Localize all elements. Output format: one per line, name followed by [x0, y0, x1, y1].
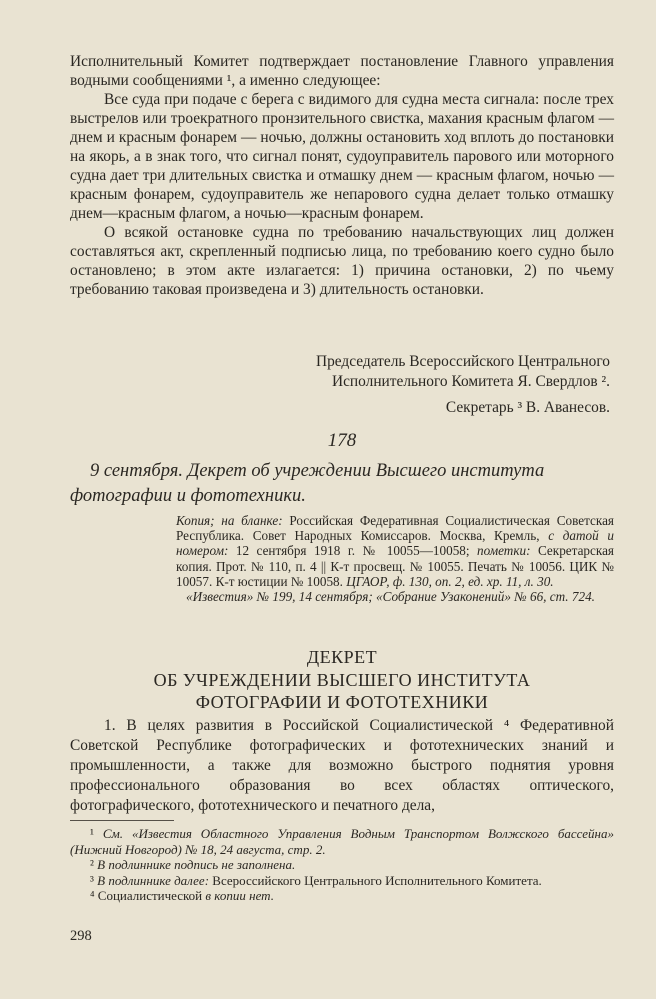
paragraph-act: О всякой остановке судна по требованию начальствующих лиц должен составляться акт, скрепленный подписью лица, по требованию коего судно было остановлено; в этом акте излагается: 1) причина остановки, 2) по чьему требованию таковая произведена и 3) длительность остановки. [70, 224, 614, 298]
top-text-block [70, 52, 614, 299]
source-note-part: Секретарская копия. Прот. № 110, п. 4 || К-т просвещ. № 10055. Печать № 10056. ЦИК № 10057. К-т юстиции № 10058. [176, 543, 614, 589]
decree-paragraph-1: 1. В целях развития в Российской Социалистической ⁴ Федеративной Советской Республике фотографических и фототехнических знаний и промышленности, а также для возможно быстрого поднятия уровня профессионального образования во всех областях оптического, фотографического, фототехнического и печатного дела, [70, 717, 614, 814]
decree-title-line2: ОБ УЧРЕЖДЕНИИ ВЫСШЕГО ИНСТИТУТА [153, 669, 531, 690]
paragraph-signals: Все суда при подаче с берега с видимого для судна места сигнала: после трех выстрелов или троекратного пронзительного свистка, махания красным флагом — днем и красным фонарем — ночью, должны остановить ход вплоть до постановки на якорь, а в знак того, что сигнал понят, судоуправитель парового или моторного судна дает три длительных свистка и отмашку днем — красным флагом, ночью — красным фонарем, судоуправитель же непарового судна делает только отмашку днем—красным флагом, а ночью—красным фонарем. [70, 91, 614, 222]
footnote-text: Всероссийского Центрального Исполнительного Комитета. [209, 872, 542, 888]
source-note-part: Копия; на бланке: [176, 513, 283, 528]
footnote-text: Социалистической [97, 888, 206, 903]
source-note-part: Российская Федеративная Социалистическая Советская Республика. Совет Народных Комиссаров. Москва, Кремль, [176, 513, 614, 544]
page-number: 298 [70, 928, 92, 944]
signature-secretary: Секретарь ³ В. Аванесов. [445, 399, 610, 416]
footnote-text: См. «Известия Областного Управления Водным Транспортом Волжского бассейна» (Нижний Новгород) № 18, 24 августа, стр. 2. [70, 826, 614, 857]
footnote-2 [70, 857, 614, 873]
source-note-publication: «Известия» № 199, 14 сентября; «Собрание Узаконений» № 66, ст. 724. [186, 589, 595, 605]
footnote-4 [70, 888, 614, 904]
decree-title-line1: ДЕКРЕТ [306, 647, 378, 667]
footnote-marker: ² [90, 857, 98, 872]
source-note-part: с датой и номером: [176, 528, 614, 559]
signature-block [70, 352, 614, 418]
footnote-text: В подлиннике далее: [97, 872, 210, 888]
footnote-separator [70, 820, 174, 821]
document-number [70, 430, 614, 452]
footnote-marker: ³ [90, 872, 98, 888]
footnote-marker: ¹ [90, 826, 103, 841]
footnote-1 [70, 826, 614, 857]
decree-body [70, 716, 614, 816]
footnotes [70, 826, 614, 904]
source-note-part: 12 сентября 1918 г. № 10055—10058; [228, 543, 478, 559]
footnote-marker: ⁴ [90, 888, 98, 903]
source-note [176, 513, 614, 604]
source-note-part: пометки: [477, 543, 531, 559]
signature-chairman-line2: Исполнительного Комитета Я. Свердлов ². [331, 373, 610, 390]
document-number-text: 178 [327, 430, 357, 451]
paragraph-intro: Исполнительный Комитет подтверждает постановление Главного управления водными сообщениями ¹, а именно следующее: [70, 53, 614, 89]
footnote-text: в копии нет. [205, 888, 274, 903]
decree-title-line3: ФОТОГРАФИИ И ФОТОТЕХНИКИ [195, 692, 489, 712]
source-note-part: ЦГАОР, ф. 130, оп. 2, ед. хр. 11, л. 30. [346, 573, 554, 589]
footnote-3 [70, 873, 614, 889]
document-heading [70, 459, 614, 509]
decree-title [70, 646, 614, 714]
signature-chairman-line1: Председатель Всероссийского Центрального [315, 353, 610, 370]
document-heading-text: 9 сентября. Декрет об учреждении Высшего института фотографии и фототехники. [70, 461, 545, 506]
footnote-text: В подлиннике подпись не заполнена. [97, 857, 296, 872]
